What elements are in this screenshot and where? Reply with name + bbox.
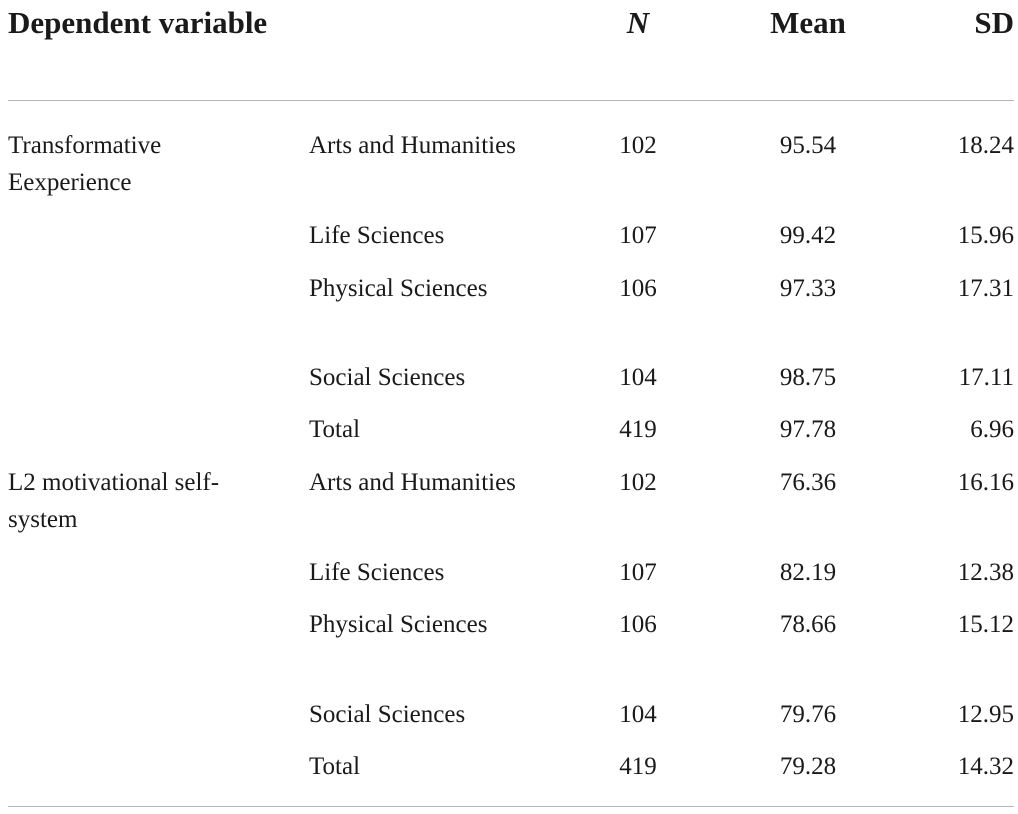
sd-cell: 16.16: [957, 469, 1014, 496]
dependent-variable-cell: Transformative Eexperience: [8, 132, 162, 196]
n-cell: 419: [619, 753, 657, 780]
sd-cell: 17.31: [957, 275, 1014, 302]
n-cell: 107: [619, 559, 657, 586]
n-cell: 104: [619, 701, 657, 728]
header-dependent-variable: Dependent variable: [8, 5, 268, 40]
header-mean: Mean: [770, 5, 846, 40]
mean-cell: 99.42: [779, 222, 837, 249]
header-n: N: [626, 5, 650, 40]
dependent-variable-cell: L2 motivational self-system: [8, 469, 220, 533]
sd-cell: 6.96: [970, 416, 1014, 443]
table-header: [8, 0, 1014, 101]
group-cell: Social Sciences: [309, 701, 466, 728]
descriptive-statistics-table: [8, 0, 1014, 780]
n-cell: 102: [619, 469, 657, 496]
n-cell: 107: [619, 222, 657, 249]
group-cell: Total: [309, 753, 361, 780]
n-cell: 102: [619, 132, 657, 159]
group-cell: Physical Sciences: [309, 275, 488, 302]
sd-cell: 17.11: [958, 364, 1014, 391]
mean-cell: 76.36: [779, 469, 837, 496]
mean-cell: 79.28: [779, 753, 837, 780]
mean-cell: 98.75: [779, 364, 837, 391]
group-cell: Life Sciences: [309, 222, 445, 249]
sd-cell: 12.95: [957, 701, 1014, 728]
group-cell: Life Sciences: [309, 559, 445, 586]
header-sd: SD: [974, 5, 1014, 40]
n-cell: 106: [619, 275, 657, 302]
sd-cell: 12.38: [957, 559, 1014, 586]
group-cell: Arts and Humanities: [309, 132, 516, 159]
group-cell: Total: [309, 416, 361, 443]
mean-cell: 78.66: [779, 611, 837, 638]
n-cell: 106: [619, 611, 657, 638]
mean-cell: 97.78: [779, 416, 837, 443]
group-cell: Physical Sciences: [309, 611, 488, 638]
mean-cell: 82.19: [779, 559, 837, 586]
sd-cell: 15.96: [957, 222, 1014, 249]
sd-cell: 14.32: [957, 753, 1014, 780]
table-bottom-rule: [8, 806, 1014, 807]
group-cell: Social Sciences: [309, 364, 466, 391]
sd-cell: 15.12: [957, 611, 1014, 638]
group-cell: Arts and Humanities: [309, 469, 516, 496]
mean-cell: 95.54: [779, 132, 837, 159]
mean-cell: 97.33: [779, 275, 837, 302]
n-cell: 104: [619, 364, 657, 391]
n-cell: 419: [619, 416, 657, 443]
sd-cell: 18.24: [957, 132, 1014, 159]
mean-cell: 79.76: [779, 701, 837, 728]
